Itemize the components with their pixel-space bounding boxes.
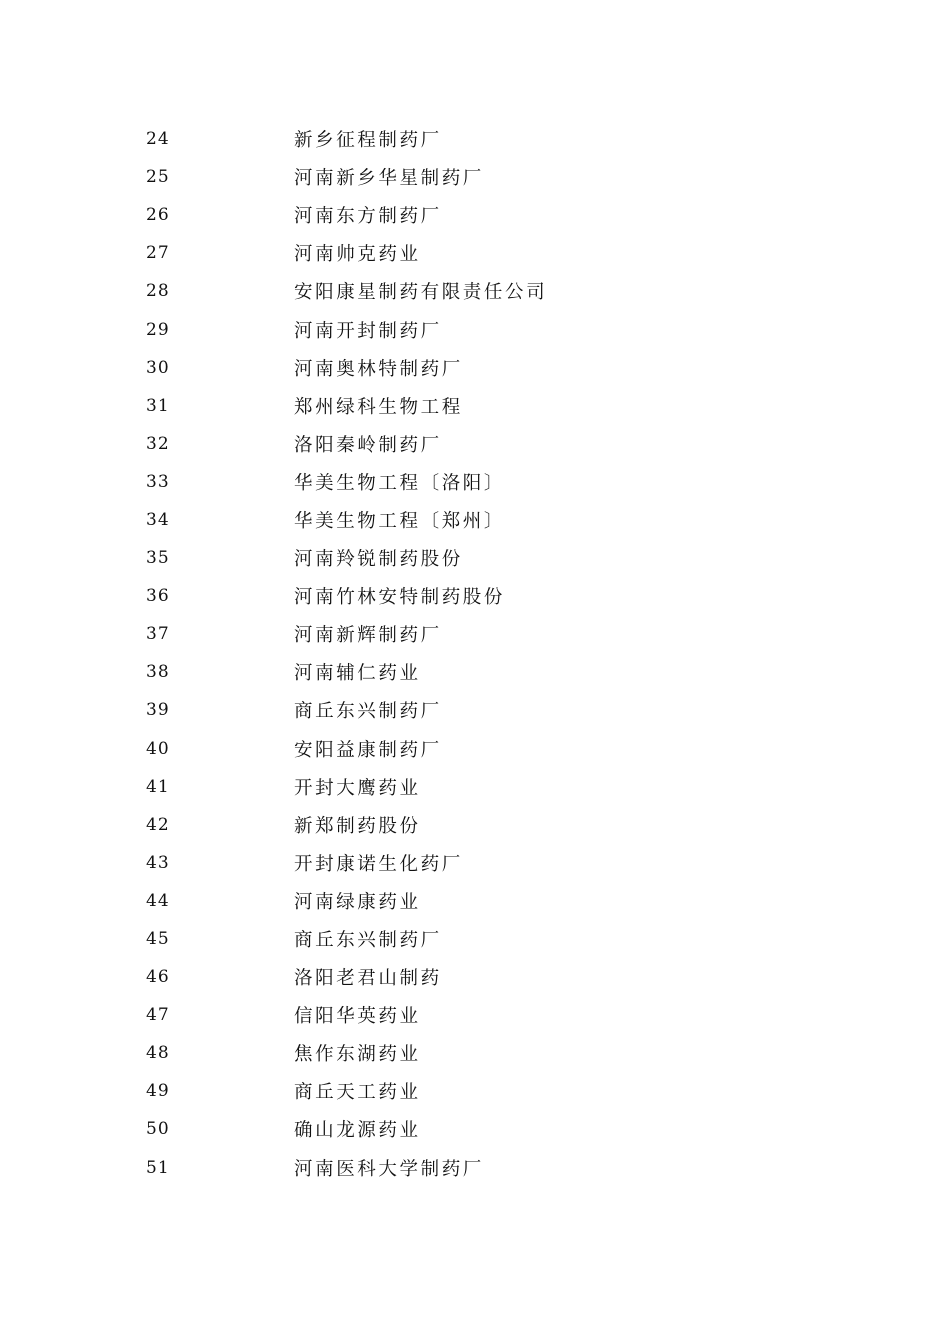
row-number: 30: [146, 357, 170, 378]
company-name: 洛阳老君山制药: [294, 968, 442, 990]
row-number: 35: [146, 548, 170, 569]
company-name: 开封大鹰药业: [294, 777, 421, 799]
row-number: 31: [146, 395, 170, 416]
company-name: 华美生物工程〔洛阳〕: [294, 472, 506, 494]
row-number: 44: [146, 890, 170, 911]
list-item: [0, 158, 950, 196]
list-item: [0, 1110, 950, 1148]
list-item: [0, 920, 950, 958]
company-name: 安阳康星制药有限责任公司: [294, 282, 548, 304]
list-item: [0, 806, 950, 844]
company-name: 郑州绿科生物工程: [294, 396, 463, 418]
row-number: 47: [146, 1005, 170, 1026]
list-item: [0, 463, 950, 501]
list-item: [0, 387, 950, 425]
row-number: 37: [146, 624, 170, 645]
company-name: 开封康诺生化药厂: [294, 853, 463, 875]
row-number: 48: [146, 1043, 170, 1064]
row-number: 40: [146, 738, 170, 759]
company-name: 洛阳秦岭制药厂: [294, 434, 442, 456]
row-number: 36: [146, 586, 170, 607]
list-item: [0, 501, 950, 539]
list-item: [0, 730, 950, 768]
company-name: 河南帅克药业: [294, 244, 421, 266]
company-name: 河南辅仁药业: [294, 663, 421, 685]
company-name: 河南奥林特制药厂: [294, 358, 463, 380]
row-number: 41: [146, 776, 170, 797]
list-item: [0, 768, 950, 806]
company-name: 河南新辉制药厂: [294, 625, 442, 647]
company-name: 河南竹林安特制药股份: [294, 587, 506, 609]
row-number: 26: [146, 205, 170, 226]
row-number: 46: [146, 967, 170, 988]
row-number: 27: [146, 243, 170, 264]
list-item: [0, 310, 950, 348]
list-item: [0, 653, 950, 691]
list-item: [0, 1034, 950, 1072]
row-number: 25: [146, 167, 170, 188]
list-item: [0, 691, 950, 729]
row-number: 24: [146, 129, 170, 150]
list-item: [0, 425, 950, 463]
company-name: 信阳华英药业: [294, 1006, 421, 1028]
row-number: 42: [146, 814, 170, 835]
company-name: 确山龙源药业: [294, 1120, 421, 1142]
company-list: [0, 120, 950, 1187]
row-number: 45: [146, 929, 170, 950]
company-name: 河南新乡华星制药厂: [294, 168, 484, 190]
list-item: [0, 958, 950, 996]
row-number: 39: [146, 700, 170, 721]
list-item: [0, 120, 950, 158]
list-item: [0, 577, 950, 615]
list-item: [0, 882, 950, 920]
company-name: 河南羚锐制药股份: [294, 549, 463, 571]
company-name: 河南医科大学制药厂: [294, 1158, 484, 1180]
row-number: 50: [146, 1119, 170, 1140]
company-name: 商丘东兴制药厂: [294, 701, 442, 723]
list-item: [0, 349, 950, 387]
company-name: 河南东方制药厂: [294, 206, 442, 228]
row-number: 51: [146, 1157, 170, 1178]
company-name: 商丘天工药业: [294, 1082, 421, 1104]
list-item: [0, 844, 950, 882]
list-item: [0, 1072, 950, 1110]
row-number: 29: [146, 319, 170, 340]
row-number: 28: [146, 281, 170, 302]
row-number: 34: [146, 509, 170, 530]
list-item: [0, 234, 950, 272]
company-name: 商丘东兴制药厂: [294, 930, 442, 952]
row-number: 32: [146, 433, 170, 454]
company-name: 安阳益康制药厂: [294, 739, 442, 761]
company-name: 新郑制药股份: [294, 815, 421, 837]
company-name: 河南绿康药业: [294, 891, 421, 913]
row-number: 38: [146, 662, 170, 683]
list-item: [0, 615, 950, 653]
list-item: [0, 272, 950, 310]
row-number: 33: [146, 471, 170, 492]
company-name: 新乡征程制药厂: [294, 130, 442, 152]
row-number: 49: [146, 1081, 170, 1102]
row-number: 43: [146, 852, 170, 873]
company-name: 焦作东湖药业: [294, 1044, 421, 1066]
list-item: [0, 1149, 950, 1187]
list-item: [0, 196, 950, 234]
company-name: 河南开封制药厂: [294, 320, 442, 342]
list-item: [0, 996, 950, 1034]
company-name: 华美生物工程〔郑州〕: [294, 510, 506, 532]
list-item: [0, 539, 950, 577]
